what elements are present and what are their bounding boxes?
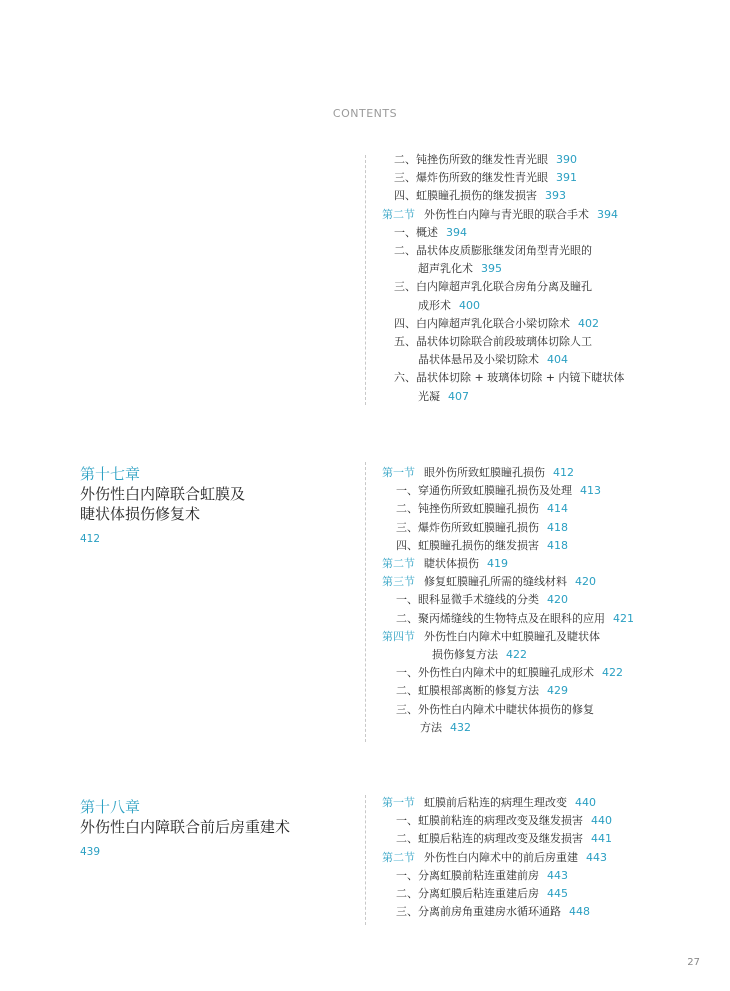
toc-entry[interactable] xyxy=(382,885,712,903)
toc-entry-continued[interactable] xyxy=(382,260,712,278)
section-number: 第四节 xyxy=(382,629,415,643)
toc-entry[interactable] xyxy=(382,482,712,500)
entry-page: 441 xyxy=(591,832,612,846)
toc-entry[interactable] xyxy=(382,664,712,682)
toc-block-chapter-18 xyxy=(382,794,712,921)
entry-text: 一、眼科显微手术缝线的分类 xyxy=(396,593,539,607)
entry-text: 晶状体悬吊及小梁切除术 xyxy=(418,353,539,367)
section-title: 虹膜前后粘连的病理生理改变 xyxy=(424,796,567,809)
section-page: 419 xyxy=(487,557,508,571)
entry-page: 390 xyxy=(556,153,577,166)
toc-entry[interactable] xyxy=(382,315,712,333)
toc-entry[interactable] xyxy=(382,151,712,169)
entry-text: 一、概述 xyxy=(394,225,438,239)
chapter-title-line1: 外伤性白内障联合前后房重建术 xyxy=(80,818,291,836)
toc-entry[interactable] xyxy=(382,830,712,848)
section-title: 外伤性白内障术中虹膜瞳孔及睫状体 xyxy=(424,629,600,643)
section-number: 第三节 xyxy=(382,575,415,589)
entry-text: 二、钝挫伤所致虹膜瞳孔损伤 xyxy=(396,502,539,516)
section-page: 440 xyxy=(575,796,596,809)
section-page: 394 xyxy=(597,207,618,221)
divider-bottom xyxy=(365,795,366,925)
entry-text: 方法 xyxy=(420,720,442,734)
chapter-page: 439 xyxy=(80,846,101,858)
entry-page: 400 xyxy=(459,298,480,312)
entry-page: 413 xyxy=(580,484,601,498)
section-title: 眼外伤所致虹膜瞳孔损伤 xyxy=(424,466,545,479)
section-title: 睫状体损伤 xyxy=(424,557,479,571)
chapter-page: 412 xyxy=(80,533,101,545)
section-number: 第一节 xyxy=(382,796,415,809)
section-number: 第二节 xyxy=(382,207,415,221)
entry-text: 三、外伤性白内障术中睫状体损伤的修复 xyxy=(396,702,594,716)
entry-text: 二、晶状体皮质膨胀继发闭角型青光眼的 xyxy=(394,244,592,258)
entry-text: 六、晶状体切除 + 玻璃体切除 + 内镜下睫状体 xyxy=(394,371,625,385)
section-page: 412 xyxy=(553,466,574,479)
toc-entry[interactable] xyxy=(382,278,712,296)
toc-entry[interactable] xyxy=(382,169,712,187)
entry-text: 一、外伤性白内障术中的虹膜瞳孔成形术 xyxy=(396,666,594,680)
entry-text: 三、爆炸伤所致的继发性青光眼 xyxy=(394,171,548,185)
toc-entry[interactable] xyxy=(382,242,712,260)
section-number: 第二节 xyxy=(382,850,415,864)
section-title: 外伤性白内障术中的前后房重建 xyxy=(424,850,578,864)
entry-text: 二、虹膜后粘连的病理改变及继发损害 xyxy=(396,832,583,846)
entry-text: 二、分离虹膜后粘连重建后房 xyxy=(396,887,539,901)
entry-text: 三、白内障超声乳化联合房角分离及瞳孔 xyxy=(394,280,592,294)
entry-page: 402 xyxy=(578,316,599,330)
entry-text: 一、虹膜前粘连的病理改变及继发损害 xyxy=(396,814,583,828)
toc-entry[interactable] xyxy=(382,500,712,518)
toc-block-chapter-17 xyxy=(382,464,712,737)
toc-entry[interactable] xyxy=(382,591,712,609)
toc-section[interactable] xyxy=(382,206,712,224)
entry-page: 448 xyxy=(569,905,590,919)
entry-page: 432 xyxy=(450,720,471,734)
toc-entry[interactable] xyxy=(382,610,712,628)
entry-text: 四、虹膜瞳孔损伤的继发损害 xyxy=(396,538,539,552)
entry-text: 成形术 xyxy=(418,298,451,312)
entry-page: 420 xyxy=(547,593,568,607)
entry-text: 四、白内障超声乳化联合小梁切除术 xyxy=(394,316,570,330)
entry-text: 一、分离虹膜前粘连重建前房 xyxy=(396,868,539,882)
toc-entry[interactable] xyxy=(382,519,712,537)
section-title: 外伤性白内障与青光眼的联合手术 xyxy=(424,207,589,221)
entry-page: 445 xyxy=(547,887,568,901)
entry-page: 404 xyxy=(547,353,568,367)
entry-text: 二、虹膜根部离断的修复方法 xyxy=(396,684,539,698)
entry-page: 421 xyxy=(613,611,634,625)
entry-page: 418 xyxy=(547,520,568,534)
toc-entry[interactable] xyxy=(382,701,712,719)
section-title: 损伤修复方法 xyxy=(432,648,498,662)
entry-text: 二、聚丙烯缝线的生物特点及在眼科的应用 xyxy=(396,611,605,625)
toc-entry[interactable] xyxy=(382,187,712,205)
contents-header: CONTENTS xyxy=(332,107,398,120)
section-page: 420 xyxy=(575,575,596,589)
chapter-title-line2: 睫状体损伤修复术 xyxy=(80,505,201,523)
chapter-17-heading[interactable] xyxy=(80,464,350,545)
toc-entry[interactable] xyxy=(382,682,712,700)
toc-section[interactable] xyxy=(382,628,712,646)
chapter-18-heading[interactable] xyxy=(80,797,350,858)
entry-page: 443 xyxy=(547,868,568,882)
section-page: 422 xyxy=(506,648,527,662)
toc-section[interactable] xyxy=(382,849,712,867)
chapter-number: 第十八章 xyxy=(80,798,141,816)
entry-text: 四、虹膜瞳孔损伤的继发损害 xyxy=(394,189,537,203)
toc-section[interactable] xyxy=(382,573,712,591)
chapter-title-line1: 外伤性白内障联合虹膜及 xyxy=(80,485,246,503)
entry-page: 393 xyxy=(545,189,566,203)
toc-entry[interactable] xyxy=(382,333,712,351)
divider-middle xyxy=(365,462,366,742)
toc-entry[interactable] xyxy=(382,903,712,921)
entry-page: 407 xyxy=(448,389,469,403)
entry-text: 三、爆炸伤所致虹膜瞳孔损伤 xyxy=(396,520,539,534)
divider-top xyxy=(365,155,366,405)
section-number: 第二节 xyxy=(382,557,415,571)
entry-page: 418 xyxy=(547,538,568,552)
toc-entry[interactable] xyxy=(382,224,712,242)
entry-text: 二、钝挫伤所致的继发性青光眼 xyxy=(394,153,548,166)
entry-page: 429 xyxy=(547,684,568,698)
entry-text: 三、分离前房角重建房水循环通路 xyxy=(396,905,561,919)
chapter-number: 第十七章 xyxy=(80,465,141,483)
section-title: 修复虹膜瞳孔所需的缝线材料 xyxy=(424,575,567,589)
entry-page: 394 xyxy=(446,225,467,239)
entry-text: 五、晶状体切除联合前段玻璃体切除人工 xyxy=(394,335,592,349)
entry-text: 光凝 xyxy=(418,389,440,403)
section-page: 443 xyxy=(586,850,607,864)
toc-section[interactable] xyxy=(382,464,712,482)
entry-page: 422 xyxy=(602,666,623,680)
entry-page: 391 xyxy=(556,171,577,185)
toc-section[interactable] xyxy=(382,555,712,573)
toc-entry[interactable] xyxy=(382,812,712,830)
toc-section-continued[interactable] xyxy=(382,646,712,664)
toc-section[interactable] xyxy=(382,794,712,812)
toc-entry-continued[interactable] xyxy=(382,388,712,406)
toc-block-continued xyxy=(382,151,712,406)
entry-text: 超声乳化术 xyxy=(418,262,473,276)
toc-entry[interactable] xyxy=(382,369,712,387)
toc-entry-continued[interactable] xyxy=(382,297,712,315)
entry-page: 440 xyxy=(591,814,612,828)
entry-page: 395 xyxy=(481,262,502,276)
entry-text: 一、穿通伤所致虹膜瞳孔损伤及处理 xyxy=(396,484,572,498)
entry-page: 414 xyxy=(547,502,568,516)
section-number: 第一节 xyxy=(382,466,415,479)
page-number: 27 xyxy=(687,957,700,968)
toc-entry[interactable] xyxy=(382,867,712,885)
toc-entry-continued[interactable] xyxy=(382,719,712,737)
toc-entry[interactable] xyxy=(382,537,712,555)
toc-entry-continued[interactable] xyxy=(382,351,712,369)
